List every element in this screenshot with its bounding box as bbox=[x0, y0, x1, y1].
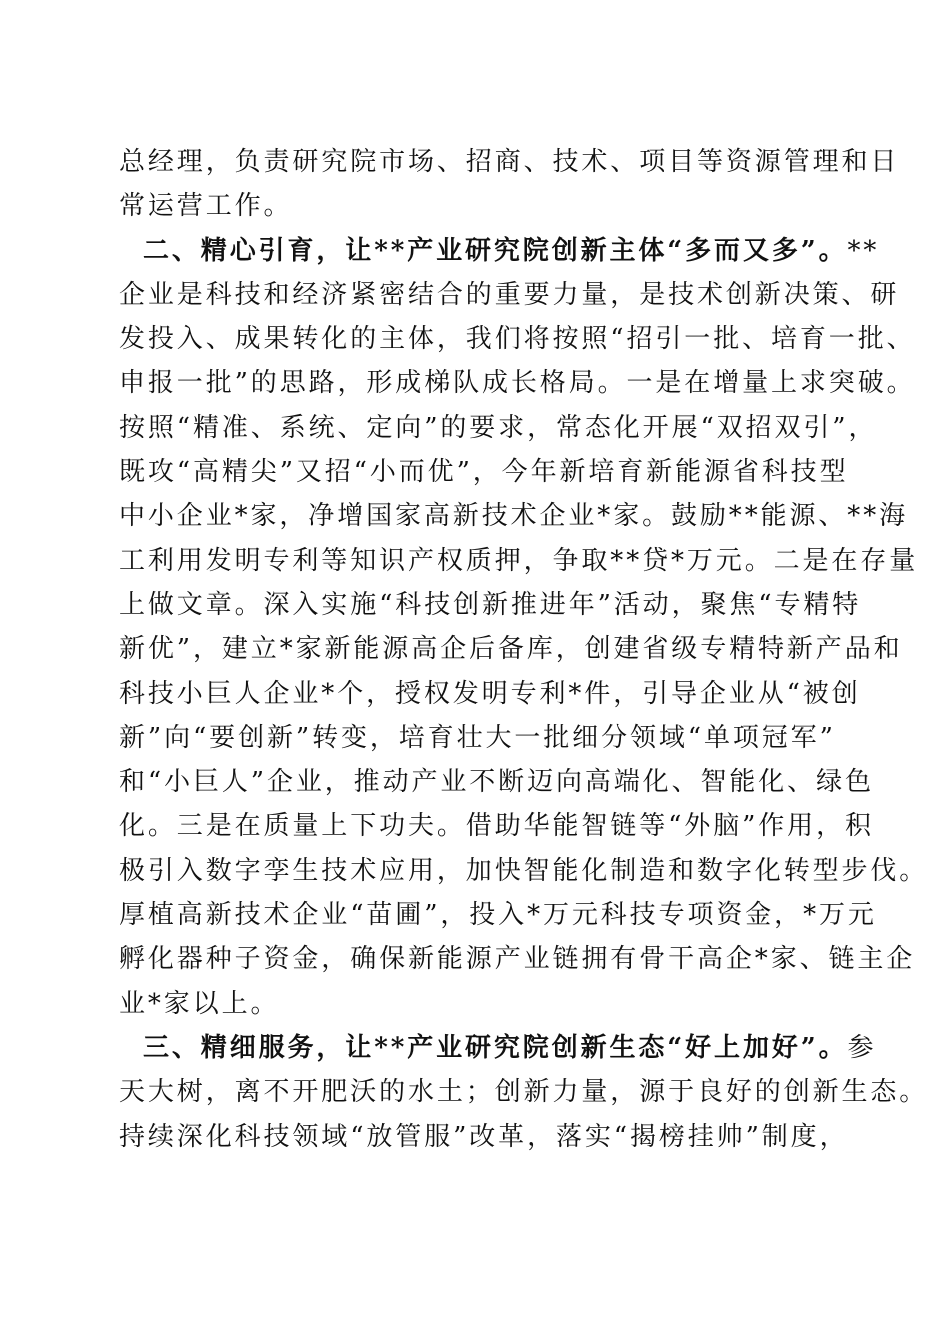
paragraph-line: 新优”，建立*家新能源高企后备库，创建省级专精特新产品和 bbox=[119, 634, 903, 665]
section-3-heading: 三、精细服务，让**产业研究院创新生态“好上加好”。 bbox=[143, 1032, 848, 1063]
paragraph-line: 厚植高新技术企业“苗圃”，投入*万元科技专项资金，*万元 bbox=[119, 900, 877, 931]
paragraph-line: 天大树，离不开肥沃的水土；创新力量，源于良好的创新生态。 bbox=[119, 1077, 929, 1108]
paragraph-line: 新”向“要创新”转变，培育壮大一批细分领域“单项冠军” bbox=[119, 722, 836, 753]
paragraph-line: 常运营工作。 bbox=[119, 191, 293, 222]
paragraph-line: 既攻“高精尖”又招“小而优”，今年新培育新能源省科技型 bbox=[119, 457, 849, 488]
paragraph-line: 业*家以上。 bbox=[119, 988, 280, 1019]
paragraph-line: 和“小巨人”企业，推动产业不断迈向高端化、智能化、绿色 bbox=[119, 767, 874, 798]
paragraph-line: 上做文章。深入实施“科技创新推进年”活动，聚焦“专精特 bbox=[119, 589, 862, 620]
paragraph-line: 孵化器种子资金，确保新能源产业链拥有骨干高企*家、链主企 bbox=[119, 944, 916, 975]
section-3-first-line bbox=[119, 1026, 877, 1070]
paragraph-line: 化。三是在质量上下功夫。借助华能智链等“外脑”作用，积 bbox=[119, 811, 874, 842]
paragraph-line: 企业是科技和经济紧密结合的重要力量，是技术创新决策、研 bbox=[119, 279, 900, 310]
section-3-first-line-rest: 参 bbox=[847, 1032, 877, 1063]
paragraph-line: 按照“精准、系统、定向”的要求，常态化开展“双招双引”， bbox=[119, 412, 878, 443]
paragraph-line: 工利用发明专利等知识产权质押，争取**贷*万元。二是在存量 bbox=[119, 545, 919, 576]
paragraph-line: 中小企业*家，净增国家高新技术企业*家。鼓励**能源、**海 bbox=[119, 501, 909, 532]
paragraph-line: 持续深化科技领域“放管服”改革，落实“揭榜挂帅”制度， bbox=[119, 1121, 849, 1152]
paragraph-line: 科技小巨人企业*个，授权发明专利*件，引导企业从“被创 bbox=[119, 678, 861, 709]
section-2-first-line-rest: ** bbox=[847, 235, 880, 266]
section-2-heading: 二、精心引育，让**产业研究院创新主体“多而又多”。 bbox=[143, 235, 848, 266]
section-2-first-line bbox=[119, 229, 880, 273]
paragraph-line: 总经理，负责研究院市场、招商、技术、项目等资源管理和日 bbox=[119, 147, 900, 177]
paragraph-line: 极引入数字孪生技术应用，加快智能化制造和数字化转型步伐。 bbox=[119, 855, 929, 886]
document-body bbox=[119, 140, 929, 1159]
paragraph-line: 申报一批”的思路，形成梯队成长格局。一是在增量上求突破。 bbox=[119, 368, 916, 399]
paragraph-line: 发投入、成果转化的主体，我们将按照“招引一批、培育一批、 bbox=[119, 324, 916, 355]
